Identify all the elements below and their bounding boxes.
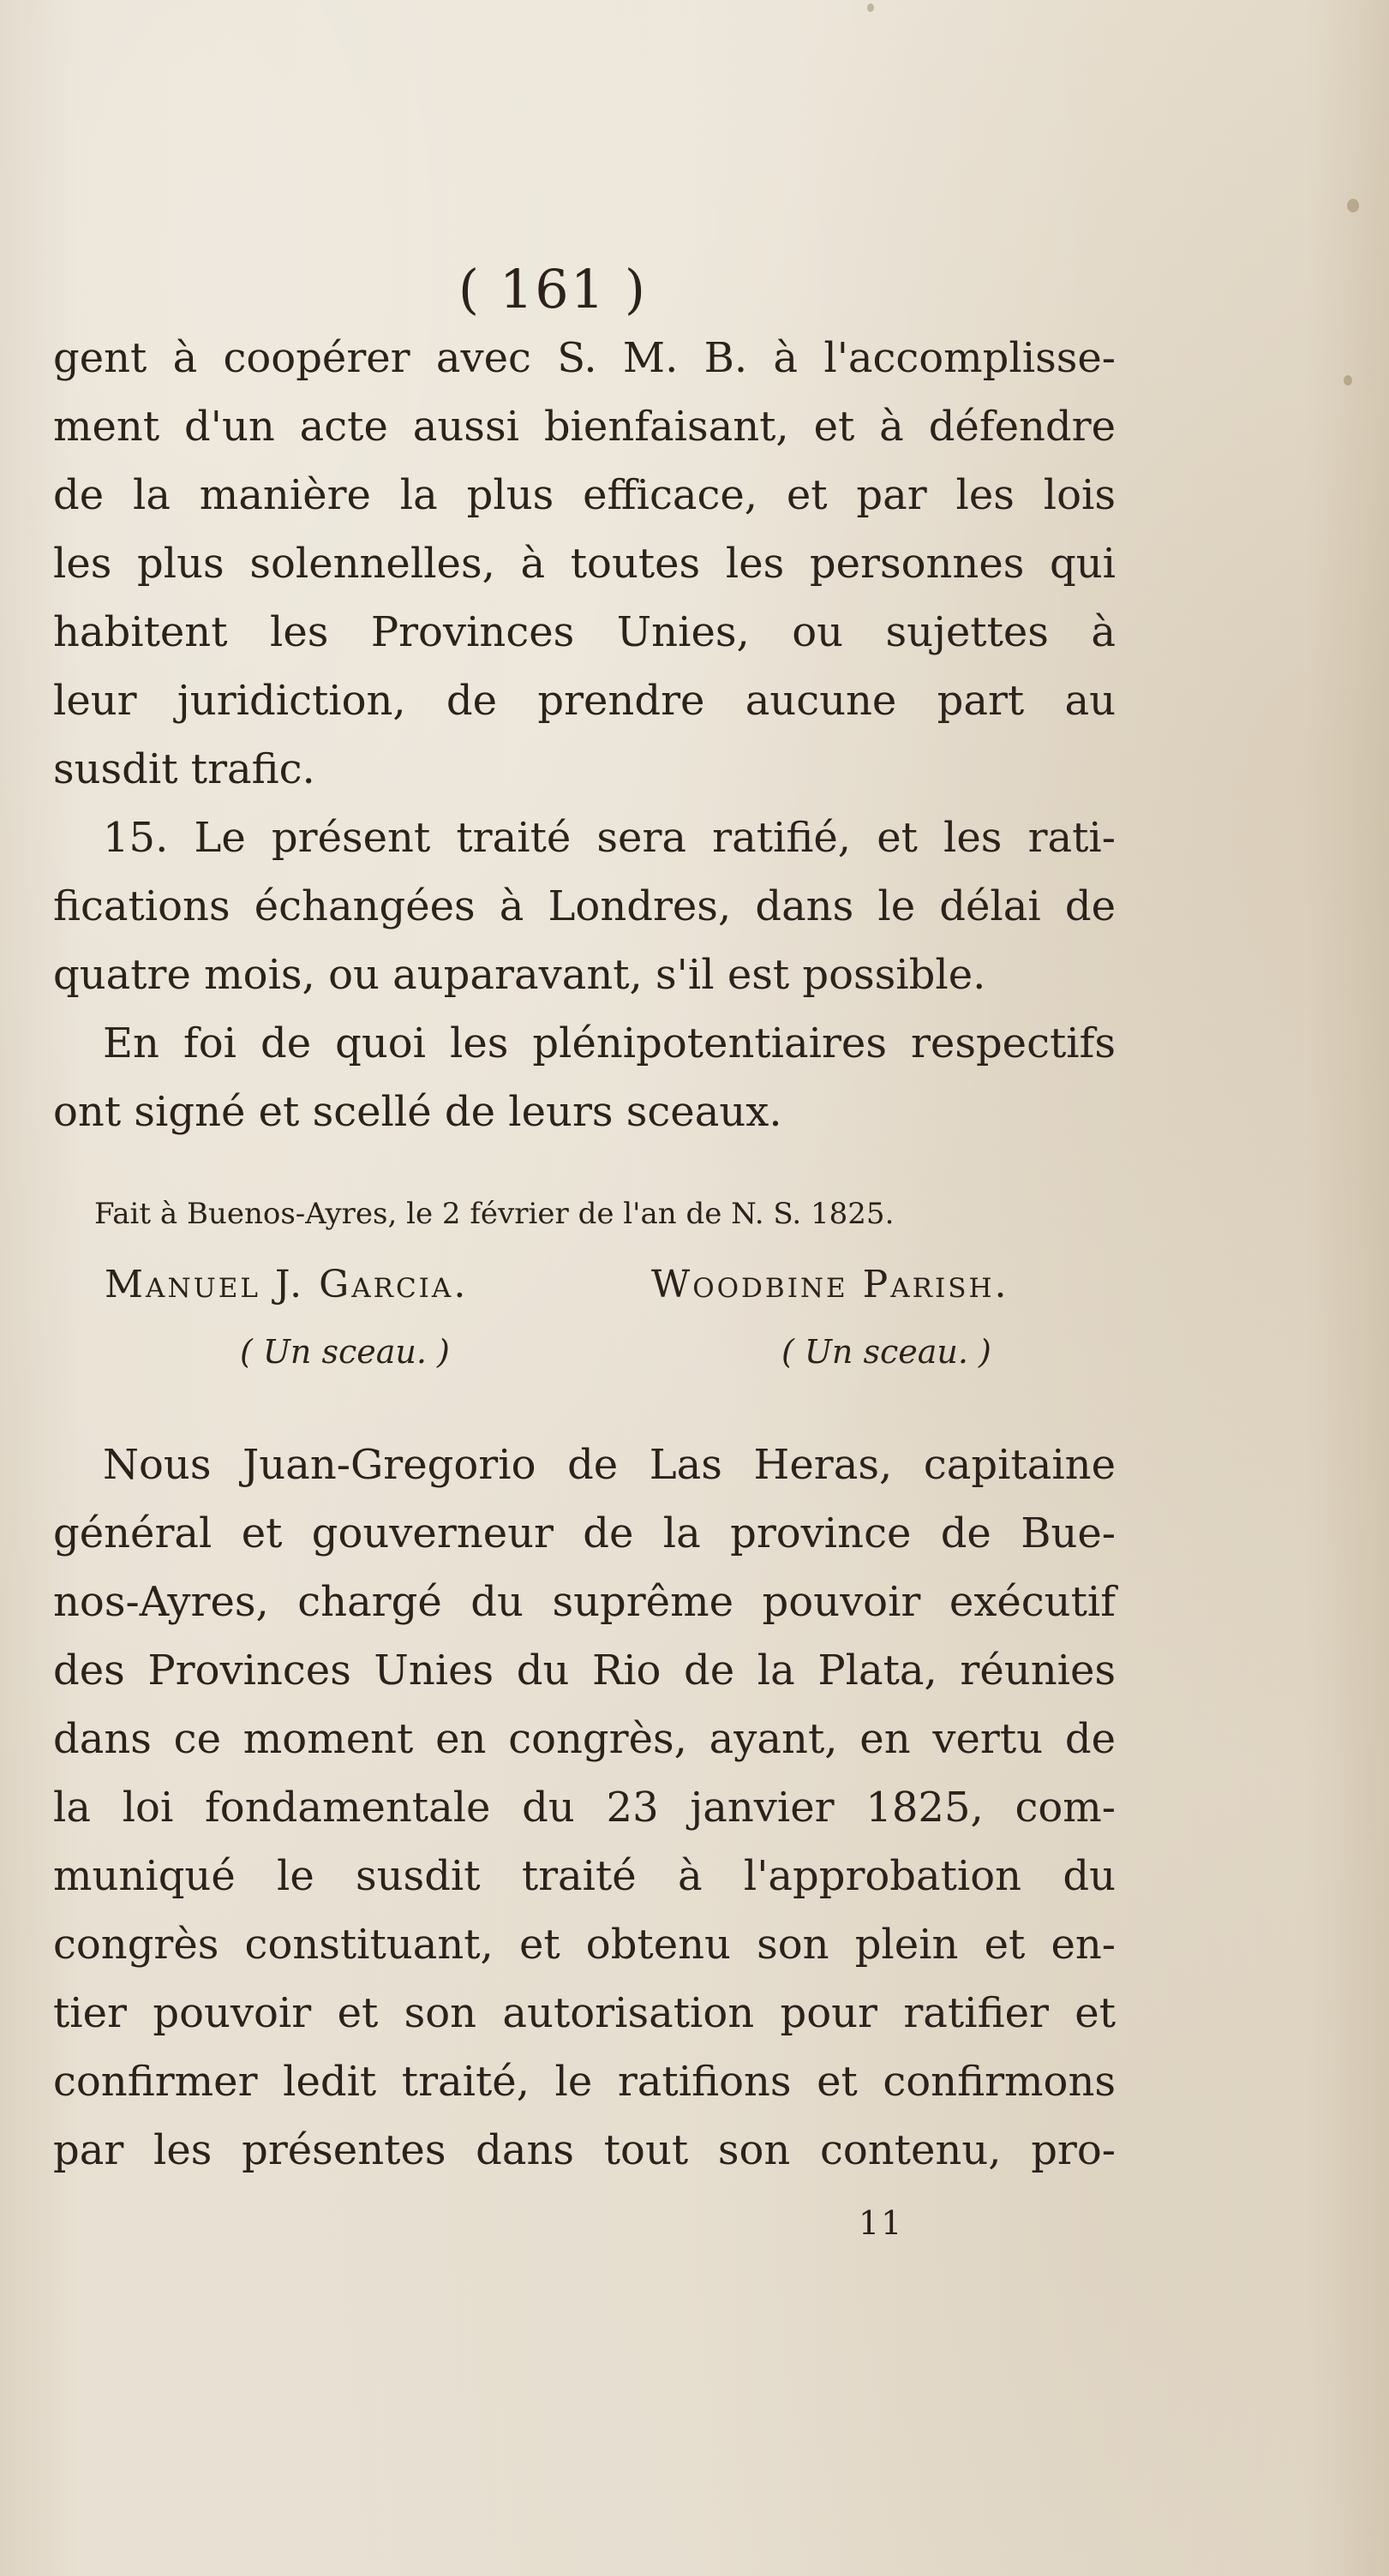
text-line: gent à coopérer avec S. M. B. à l'accomplisse- bbox=[53, 334, 1116, 382]
text-line: habitent les Provinces Unies, ou sujettes à bbox=[53, 608, 1116, 656]
text-line: la loi fondamentale du 23 janvier 1825, com- bbox=[53, 1784, 1116, 1832]
text-line: tier pouvoir et son autorisation pour ratifier et bbox=[53, 1989, 1116, 2037]
text-line: Nous Juan-Gregorio de Las Heras, capitaine bbox=[103, 1441, 1116, 1489]
foxing-spot bbox=[867, 3, 874, 12]
text-line: susdit trafic. bbox=[53, 745, 315, 793]
text-line: confirmer ledit traité, le ratifions et confirmons bbox=[53, 2058, 1116, 2106]
paragraph-continuation bbox=[53, 324, 1116, 804]
text-line: les plus solennelles, à toutes les personnes qui bbox=[53, 540, 1116, 588]
text-line: de la manière la plus efficace, et par les lois bbox=[53, 471, 1116, 519]
text-line: des Provinces Unies du Rio de la Plata, réunies bbox=[53, 1647, 1116, 1694]
text-line: 15. Le présent traité sera ratifié, et les rati- bbox=[103, 814, 1116, 862]
text-line: général et gouverneur de la province de Bue- bbox=[53, 1509, 1116, 1557]
text-line: par les présentes dans tout son contenu, pro- bbox=[53, 2126, 1116, 2174]
dateline: Fait à Buenos-Ayres, le 2 février de l'an de N. S. 1825. bbox=[94, 1197, 895, 1231]
article-15-paragraph bbox=[53, 804, 1116, 1146]
ratification-paragraph bbox=[53, 1431, 1116, 2185]
text-line: ment d'un acte aussi bienfaisant, et à défendre bbox=[53, 403, 1116, 451]
text-line: congrès constituant, et obtenu son plein et en- bbox=[53, 1921, 1116, 1969]
page-number: ( 161 ) bbox=[458, 258, 648, 320]
text-line: muniqué le susdit traité à l'approbation du bbox=[53, 1852, 1116, 1900]
foxing-spot bbox=[1347, 199, 1359, 212]
text-line: nos-Ayres, chargé du suprême pouvoir exécutif bbox=[53, 1578, 1116, 1626]
signatories bbox=[0, 1259, 1389, 1396]
text-line: En foi de quoi les plénipotentiaires respectifs bbox=[103, 1019, 1116, 1067]
foxing-spot bbox=[1344, 375, 1352, 386]
text-line: leur juridiction, de prendre aucune part au bbox=[53, 677, 1116, 725]
text-line: fications échangées à Londres, dans le délai de bbox=[53, 882, 1116, 930]
seal-note-left: ( Un sceau. ) bbox=[240, 1333, 450, 1371]
seal-note-right: ( Un sceau. ) bbox=[781, 1333, 991, 1371]
text-line: dans ce moment en congrès, ayant, en vertu de bbox=[53, 1715, 1116, 1763]
signature-mark: 11 bbox=[859, 2204, 904, 2242]
signatory-garcia: Manuel J. Garcia. bbox=[105, 1263, 469, 1306]
text-line: ont signé et scellé de leurs sceaux. bbox=[53, 1088, 782, 1136]
text-line: quatre mois, ou auparavant, s'il est possible. bbox=[53, 951, 986, 999]
signatory-parish: Woodbine Parish. bbox=[651, 1263, 1009, 1306]
